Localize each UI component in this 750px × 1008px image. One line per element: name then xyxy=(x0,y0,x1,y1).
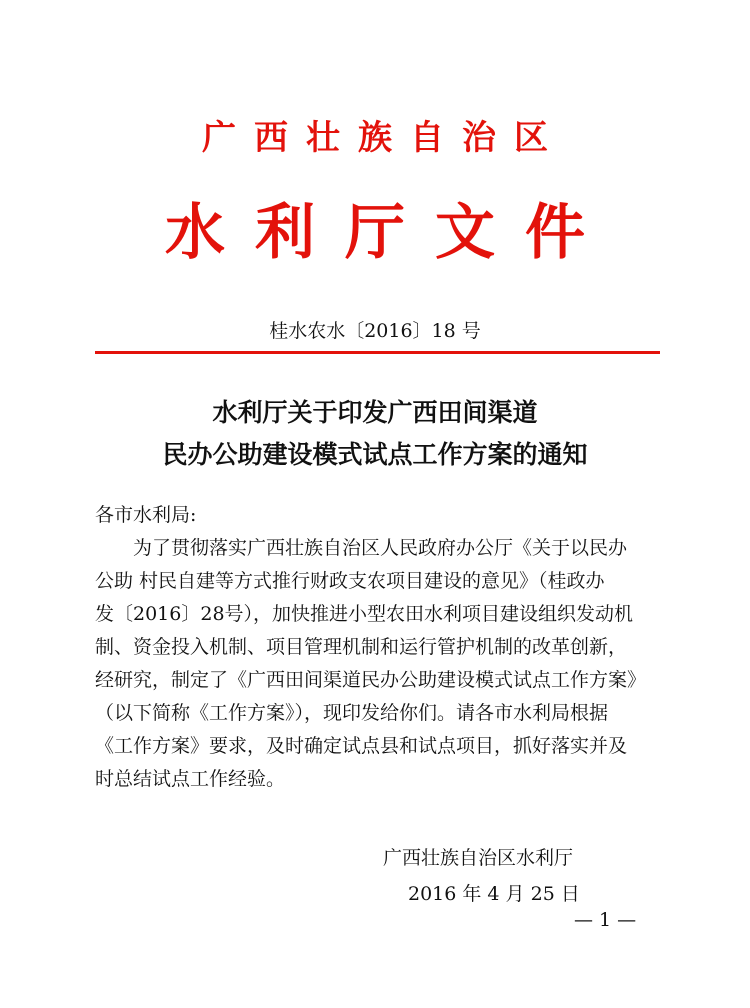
document-type-header: 水利厅文件 xyxy=(165,198,615,268)
body-line: 《工作方案》要求，及时确定试点县和试点项目，抓好落实并及 xyxy=(95,735,628,757)
body-line: 发〔2016〕28号），加快推进小型农田水利项目建设组织发动机 xyxy=(95,603,634,625)
body-line: 公助 村民自建等方式推行财政支农项目建设的意见》（桂政办 xyxy=(95,570,605,592)
body-line: 制、资金投入机制、项目管理机制和运行管护机制的改革创新， xyxy=(95,636,628,658)
title-line-1: 水利厅关于印发广西田间渠道 xyxy=(212,398,538,427)
document-number: 桂水农水〔2016〕18 号 xyxy=(269,320,481,342)
body-paragraph xyxy=(95,532,661,796)
title-line-2: 民办公助建设模式试点工作方案的通知 xyxy=(162,440,588,469)
body-line: 为了贯彻落实广西壮族自治区人民政府办公厅《关于以民办 xyxy=(133,537,628,559)
salutation: 各市水利局: xyxy=(95,504,197,526)
body-line: 经研究，制定了《广西田间渠道民办公助建设模式试点工作方案》 xyxy=(95,669,647,691)
red-divider-line xyxy=(95,351,660,354)
body-line: 时总结试点工作经验。 xyxy=(95,768,286,790)
issue-date: 2016 年 4 月 25 日 xyxy=(408,883,580,905)
body-line: （以下简称《工作方案》），现印发给你们。请各市水利局根据 xyxy=(95,702,609,724)
issuing-authority-header: 广西壮族自治区 xyxy=(202,118,566,158)
signature-organization: 广西壮族自治区水利厅 xyxy=(383,847,574,869)
page-number: — 1 — xyxy=(574,909,637,931)
document-title xyxy=(0,392,750,476)
